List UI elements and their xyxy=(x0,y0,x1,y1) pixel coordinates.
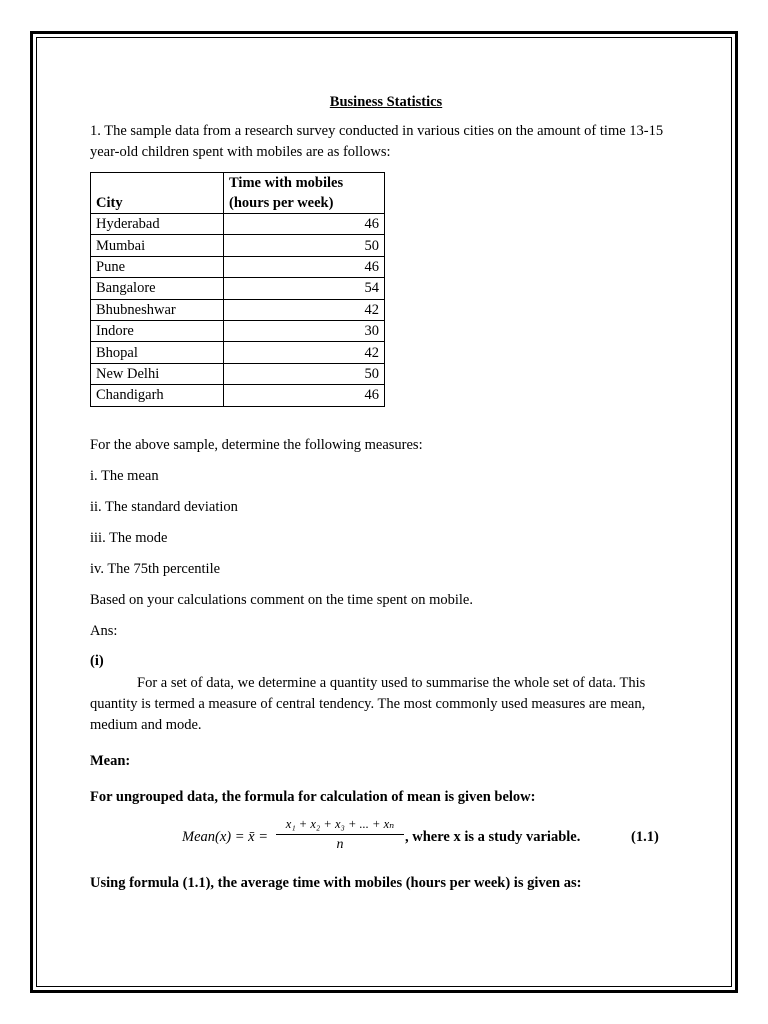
survey-table xyxy=(90,172,385,407)
question-intro: 1. The sample data from a research survey conducted in various cities on the amount of time 13-15 year-old children spent with mobiles are as follows: xyxy=(90,123,664,160)
cell-hours: 46 xyxy=(224,214,385,235)
table-row xyxy=(91,278,385,299)
cell-city: New Delhi xyxy=(91,363,224,384)
table-row xyxy=(91,235,385,256)
table-row xyxy=(91,320,385,341)
formula-numerator: x₁ + x₂ + x₃ + ... + xₙ xyxy=(276,816,404,835)
using-formula-sentence: Using formula (1.1), the average time with mobiles (hours per week) is given as: xyxy=(90,874,582,891)
central-tendency-paragraph: For a set of data, we determine a quantity used to summarise the whole set of data. This quantity is termed a measure of central tendency. The most commonly used measures are mean, medium and mode. xyxy=(90,674,646,733)
cell-city: Mumbai xyxy=(91,235,224,256)
cell-city: Hyderabad xyxy=(91,214,224,235)
table-row xyxy=(91,385,385,406)
mean-formula xyxy=(90,816,682,860)
header-time-line2: (hours per week) xyxy=(229,195,334,211)
cell-hours: 46 xyxy=(224,256,385,277)
table-header-row xyxy=(91,173,385,214)
measures-intro: For the above sample, determine the following measures: xyxy=(90,436,423,453)
table-row xyxy=(91,214,385,235)
header-city: City xyxy=(91,173,224,214)
table-row xyxy=(91,256,385,277)
cell-city: Bhopal xyxy=(91,342,224,363)
document-body xyxy=(90,92,682,894)
cell-city: Pune xyxy=(91,256,224,277)
cell-city: Indore xyxy=(91,320,224,341)
cell-hours: 50 xyxy=(224,363,385,384)
measures-list xyxy=(90,466,682,672)
list-item: i. The mean xyxy=(90,467,159,484)
cell-city: Bhubneshwar xyxy=(91,299,224,320)
header-time xyxy=(224,173,385,214)
formula-denominator: n xyxy=(336,836,344,852)
list-item: iv. The 75th percentile xyxy=(90,560,221,577)
cell-city: Bangalore xyxy=(91,278,224,299)
table-row xyxy=(91,342,385,363)
ungrouped-formula-intro: For ungrouped data, the formula for calculation of mean is given below: xyxy=(90,788,536,805)
cell-city: Chandigarh xyxy=(91,385,224,406)
formula-fraction xyxy=(276,816,404,855)
header-time-line1: Time with mobiles xyxy=(229,175,344,191)
cell-hours: 30 xyxy=(224,320,385,341)
table-row xyxy=(91,299,385,320)
cell-hours: 42 xyxy=(224,299,385,320)
cell-hours: 42 xyxy=(224,342,385,363)
part-i-label: (i) xyxy=(90,652,104,669)
cell-hours: 54 xyxy=(224,278,385,299)
document-title: Business Statistics xyxy=(329,94,443,110)
list-item: ii. The standard deviation xyxy=(90,498,238,515)
formula-lhs: Mean(x) = x̄ = xyxy=(182,828,268,845)
answer-label: Ans: xyxy=(90,622,118,639)
equation-number: (1.1) xyxy=(631,828,659,845)
comment-instruction: Based on your calculations comment on the time spent on mobile. xyxy=(90,591,473,608)
cell-hours: 46 xyxy=(224,385,385,406)
formula-description: , where x is a study variable. xyxy=(405,828,581,845)
table-row xyxy=(91,363,385,384)
list-item: iii. The mode xyxy=(90,529,168,546)
cell-hours: 50 xyxy=(224,235,385,256)
mean-heading: Mean: xyxy=(90,752,131,769)
